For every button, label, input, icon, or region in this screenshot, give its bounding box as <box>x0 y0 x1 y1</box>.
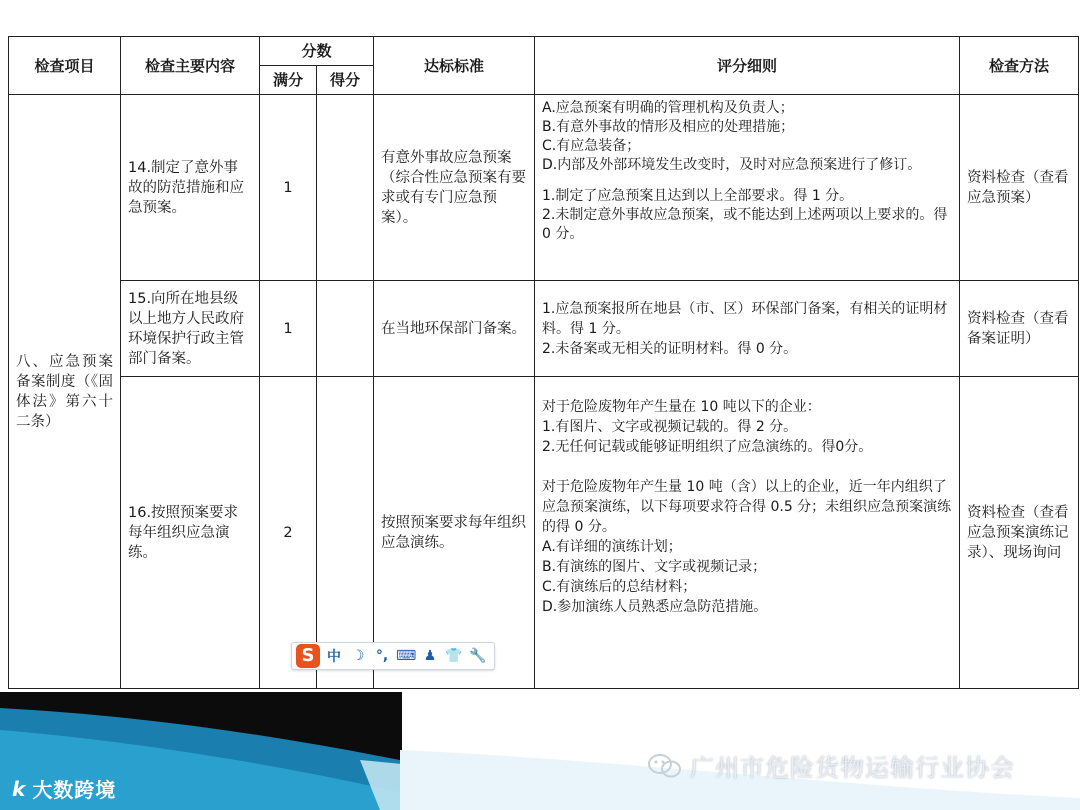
rule-line <box>542 617 952 635</box>
content-cell: 16.按照预案要求每年组织应急演练。 <box>121 377 260 689</box>
header-score: 分数 <box>260 37 374 66</box>
punctuation-icon[interactable]: °, <box>375 648 389 664</box>
rule-line: 对于危险废物年产生量 10 吨（含）以上的企业，近一年内组织了应急预案演练，以下每项要求符合得 0.5 分；未组织应急预案演练的得 0 分。 <box>542 479 952 535</box>
rule-line: 2.未备案或无相关的证明材料。得 0 分。 <box>542 340 798 357</box>
header-content: 检查主要内容 <box>121 37 260 95</box>
got-score-cell[interactable] <box>317 95 374 281</box>
full-score-cell: 1 <box>260 281 317 377</box>
got-score-cell[interactable] <box>317 281 374 377</box>
wrench-icon[interactable]: 🔧 <box>469 648 487 664</box>
method-cell: 资料检查（查看应急预案演练记录）、现场询问 <box>960 377 1079 689</box>
rule-line: 2.无任何记载或能够证明组织了应急演练的。得0分。 <box>542 439 873 455</box>
table-row <box>9 281 1079 377</box>
rule-line <box>542 457 952 477</box>
full-score-cell: 1 <box>260 95 317 281</box>
rules-cell <box>535 281 960 377</box>
skin-icon[interactable]: 👕 <box>445 648 463 664</box>
rule-line: B.有意外事故的情形及相应的处理措施； <box>542 119 795 135</box>
rule-line: D.参加演练人员熟悉应急防范措施。 <box>542 599 768 615</box>
header-item: 检查项目 <box>9 37 121 95</box>
rule-line: C.有演练后的总结材料； <box>542 579 697 595</box>
inspection-table <box>8 36 1079 689</box>
full-score-cell: 2 <box>260 377 317 689</box>
header-rules: 评分细则 <box>535 37 960 95</box>
table-row <box>9 377 1079 689</box>
right-brand <box>648 748 1015 783</box>
rule-line <box>542 635 952 647</box>
content-cell: 14.制定了意外事故的防范措施和应急预案。 <box>121 95 260 281</box>
header-full: 满分 <box>260 66 317 95</box>
rule-line: A.有详细的演练计划； <box>542 539 682 555</box>
rule-line <box>542 381 952 397</box>
ime-logo-icon[interactable]: S <box>296 644 320 668</box>
table-row <box>9 95 1079 281</box>
rule-line: C.有应急装备； <box>542 138 641 154</box>
rule-line: 1.有图片、文字或视频记载的。得 2 分。 <box>542 419 798 435</box>
ime-toolbar[interactable] <box>291 642 495 670</box>
standard-cell: 在当地环保部门备案。 <box>374 281 535 377</box>
method-cell: 资料检查（查看应急预案） <box>960 95 1079 281</box>
category-cell: 八、应急预案备案制度（《固体法》第六十二条） <box>9 95 121 689</box>
right-brand-text: 广州市危险货物运输行业协会 <box>690 754 1015 782</box>
rule-line: B.有演练的图片、文字或视频记录； <box>542 559 767 575</box>
method-cell: 资料检查（查看备案证明） <box>960 281 1079 377</box>
rule-line: D.内部及外部环境发生改变时，及时对应急预案进行了修订。 <box>542 157 922 173</box>
keyboard-icon[interactable]: ⌨ <box>396 648 417 664</box>
header-got: 得分 <box>317 66 374 95</box>
rule-line: 1.制定了应急预案且达到以上全部要求。得 1 分。 <box>542 188 854 204</box>
rule-line: 2.未制定意外事故应急预案，或不能达到上述两项以上要求的。得 0 分。 <box>542 207 948 242</box>
ime-language-toggle[interactable]: 中 <box>327 649 341 665</box>
user-icon[interactable]: ♟ <box>423 648 437 664</box>
rule-line <box>542 175 952 187</box>
rule-line: A.应急预案有明确的管理机构及负责人； <box>542 100 794 116</box>
header-standard: 达标标准 <box>374 37 535 95</box>
content-cell: 15.向所在地县级以上地方人民政府环境保护行政主管部门备案。 <box>121 281 260 377</box>
rules-cell <box>535 377 960 689</box>
left-brand <box>12 774 116 803</box>
rules-cell <box>535 95 960 281</box>
standard-cell: 有意外事故应急预案（综合性应急预案有要求或有专门应急预案）。 <box>374 95 535 281</box>
header-method: 检查方法 <box>960 37 1079 95</box>
standard-cell: 按照预案要求每年组织应急演练。 <box>374 377 535 689</box>
rule-line: 1.应急预案报所在地县（市、区）环保部门备案，有相关的证明材料。得 1 分。 <box>542 300 948 337</box>
rule-line: 对于危险废物年产生量在 10 吨以下的企业： <box>542 399 821 415</box>
left-brand-text: 大数跨境 <box>32 778 117 802</box>
brand-logo-icon: k <box>12 776 27 801</box>
wechat-icon <box>648 753 682 779</box>
moon-icon[interactable]: ☽ <box>351 648 365 664</box>
